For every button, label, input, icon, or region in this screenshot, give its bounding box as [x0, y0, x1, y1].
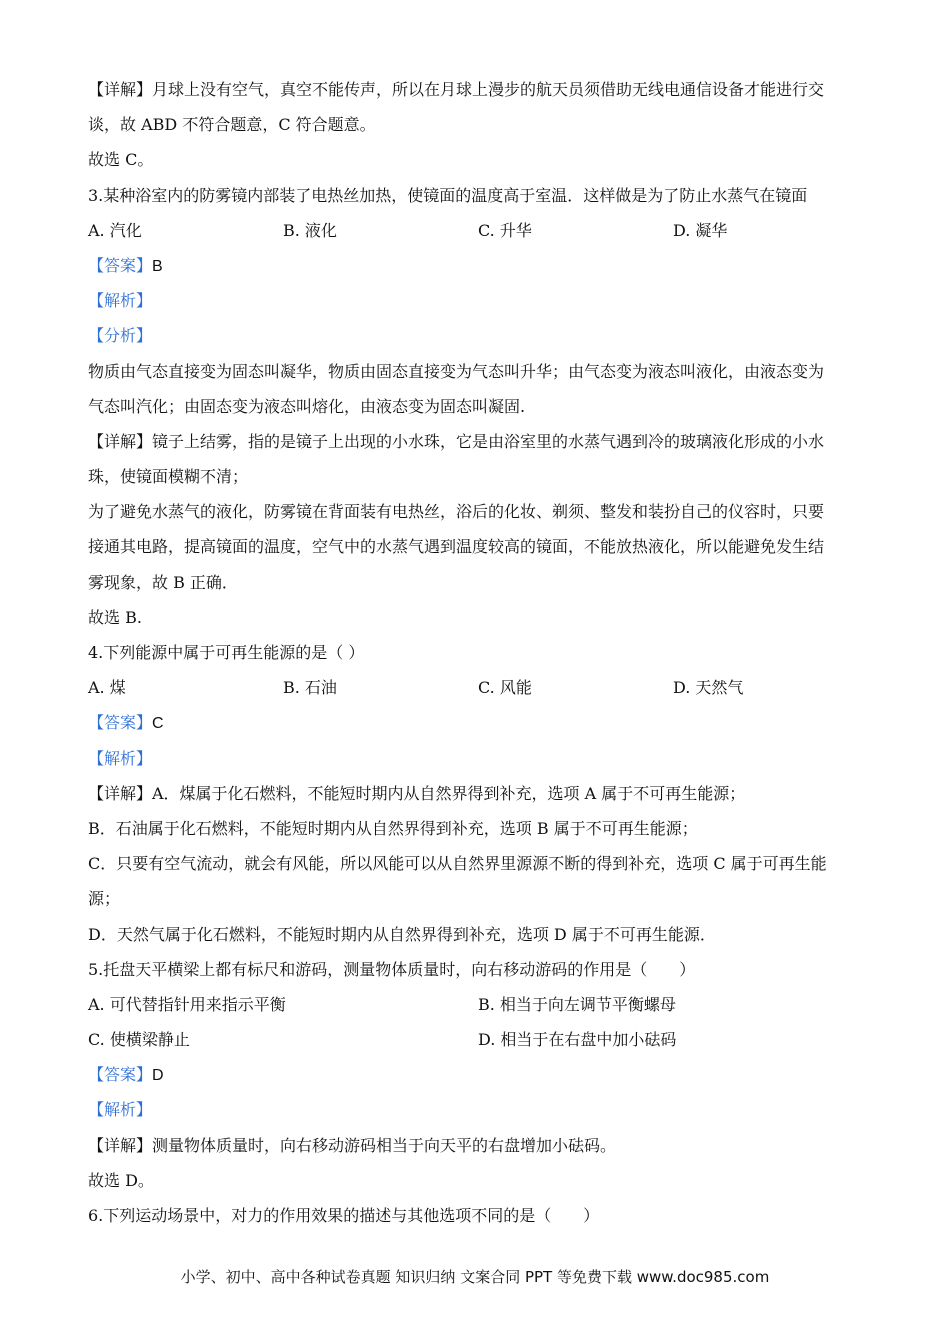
answer-value: D [152, 1067, 164, 1085]
answer-line [88, 1057, 868, 1092]
label-text: 【解析】 [88, 291, 153, 311]
option-c: C. 升华 [478, 220, 532, 240]
text-line: 6.下列运动场景中，对力的作用效果的描述与其他选项不同的是（ ） [88, 1206, 600, 1225]
label-text: 【分析】 [88, 326, 153, 346]
section-label [88, 1092, 868, 1127]
option-c: C. 使横梁静止 [88, 1030, 190, 1050]
section-label [88, 318, 868, 353]
option-a: A. 汽化 [88, 220, 142, 240]
option-d: D. 相当于在右盘中加小砝码 [478, 1030, 677, 1050]
text-line: D．天然气属于化石燃料，不能短时期内从自然界得到补充，选项 D 属于不可再生能源． [88, 924, 716, 944]
text-line: 故选 C。 [88, 150, 154, 170]
section-label [88, 283, 868, 318]
text-line: 雾现象，故 B 正确． [88, 572, 238, 592]
text-line: 气态叫汽化；由固态变为液态叫熔化，由液态变为固态叫凝固. [88, 396, 526, 416]
options-row [88, 987, 868, 1022]
answer-value: C [152, 715, 164, 733]
option-a: A. 煤 [88, 678, 126, 698]
options-row [88, 670, 868, 705]
answer-label: 【答案】 [88, 255, 153, 275]
text-line: 3.某种浴室内的防雾镜内部装了电热丝加热，使镜面的温度高于室温．这样做是为了防止水蒸气在镜面 [88, 185, 808, 205]
text-line: 【详解】月球上没有空气，真空不能传声，所以在月球上漫步的航天员须借助无线电通信设备才能进行交 [88, 80, 825, 99]
label-text: 【解析】 [88, 748, 153, 768]
text-line: 故选 D。 [88, 1170, 154, 1190]
page-footer: 小学、初中、高中各种试卷真题 知识归纳 文案合同 PPT 等免费下载 www.doc985.com [180, 1268, 770, 1286]
answer-label: 【答案】 [88, 713, 153, 733]
text-line: 【详解】测量物体质量时，向右移动游码相当于向天平的右盘增加小砝码。 [88, 1135, 617, 1155]
section-label [88, 741, 868, 776]
text-line: 【详解】镜子上结雾，指的是镜子上出现的小水珠，它是由浴室里的水蒸气遇到冷的玻璃液化形成的小水 [88, 431, 825, 451]
answer-value: B [152, 257, 163, 275]
text-line: 谈，故 ABD 不符合题意，C 符合题意。 [88, 115, 376, 135]
text-line: 源； [88, 889, 121, 909]
text-line: 故选 B. [88, 607, 142, 627]
text-line: 4.下列能源中属于可再生能源的是（ ） [88, 643, 365, 662]
document-body [88, 72, 868, 1233]
label-text: 【解析】 [88, 1100, 153, 1120]
text-line: 珠，使镜面模糊不清； [88, 467, 249, 487]
option-b: B. 液化 [283, 220, 337, 240]
option-a: A. 可代替指针用来指示平衡 [88, 994, 286, 1014]
answer-line [88, 705, 868, 740]
option-d: D. 凝华 [673, 220, 728, 240]
text-line: C．只要有空气流动，就会有风能，所以风能可以从自然界里源源不断的得到补充，选项 C 属于可再生能 [88, 854, 827, 874]
options-row [88, 1022, 868, 1057]
option-b: B. 石油 [283, 678, 337, 698]
answer-line [88, 248, 868, 283]
text-line: 5.托盘天平横梁上都有标尺和游码，测量物体质量时，向右移动游码的作用是（ ） [88, 959, 696, 979]
options-row [88, 213, 868, 248]
answer-label: 【答案】 [88, 1065, 153, 1085]
text-line: 为了避免水蒸气的液化，防雾镜在背面装有电热丝，浴后的化妆、剃须、整发和装扮自己的仪容时，只要 [88, 502, 825, 522]
option-b: B. 相当于向左调节平衡螺母 [478, 994, 676, 1014]
text-line: 物质由气态直接变为固态叫凝华，物质由固态直接变为气态叫升华；由气态变为液态叫液化，由液态变为 [88, 361, 825, 381]
text-line: B．石油属于化石燃料，不能短时期内从自然界得到补充，选项 B 属于不可再生能源； [88, 818, 698, 838]
text-line: 接通其电路，提高镜面的温度，空气中的水蒸气遇到温度较高的镜面，不能放热液化，所以能避免发生结 [88, 537, 825, 557]
option-c: C. 风能 [478, 678, 532, 698]
text-line: 【详解】A．煤属于化石燃料，不能短时期内从自然界得到补充，选项 A 属于不可再生能源； [88, 783, 746, 803]
option-d: D. 天然气 [673, 678, 744, 698]
